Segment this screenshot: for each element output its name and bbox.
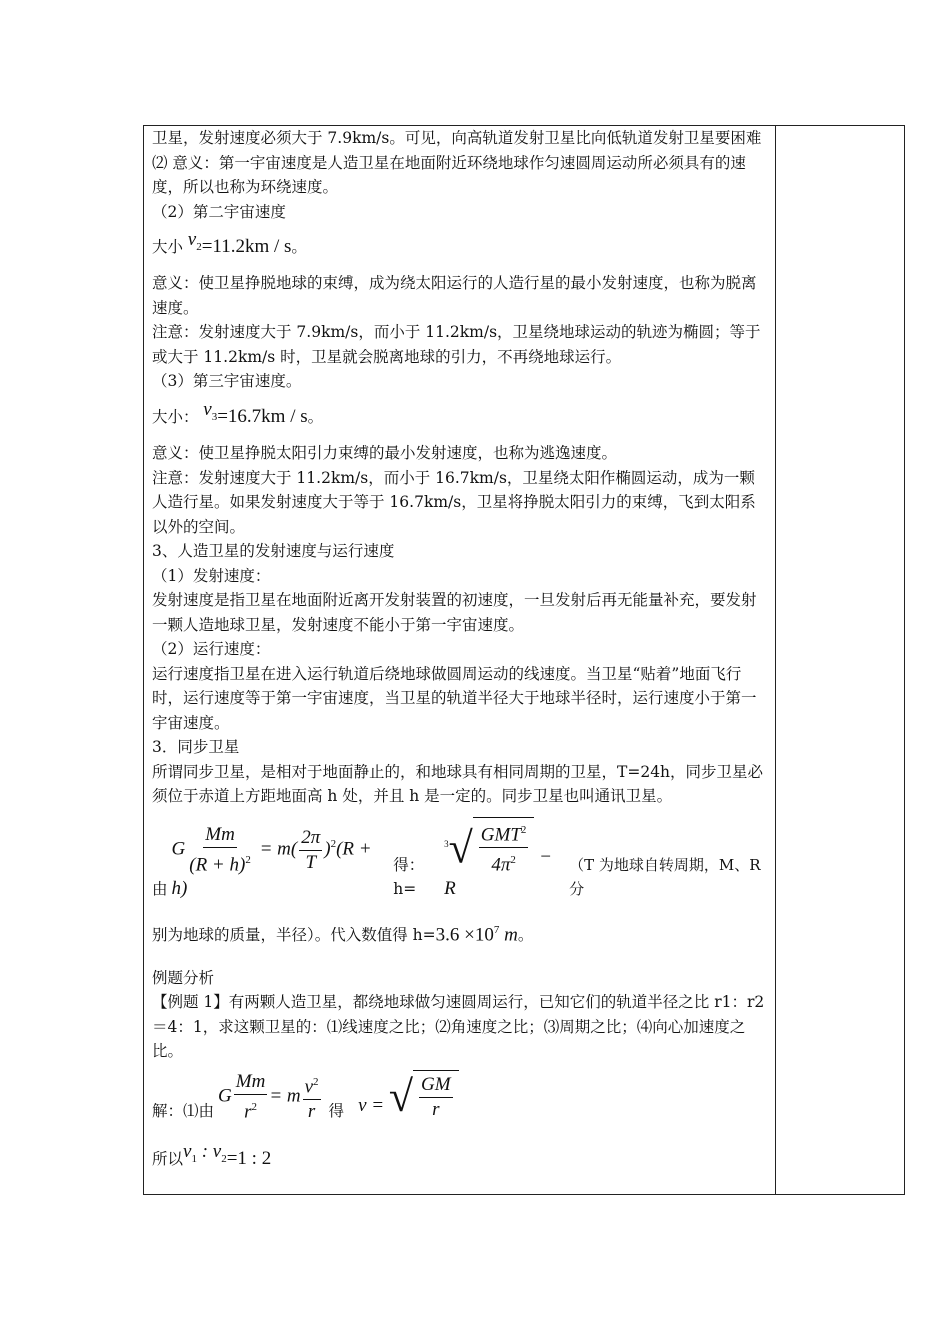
formula-ratio xyxy=(152,1140,768,1171)
v2-symbol: $v_2$ xyxy=(183,229,202,253)
period-mark: 。 xyxy=(517,926,534,945)
velocity-equation: G $\frac{Mm}{r^2}$ = m $\frac{v^2}{r}$ xyxy=(218,1070,319,1122)
heading-second-velocity: （2）第二宇宙速度 xyxy=(152,202,286,221)
ratio-value: =1 : 2 xyxy=(226,1147,272,1169)
heading-example-analysis: 例题分析 xyxy=(152,968,215,987)
paragraph-orbit-velocity: 运行速度指卫星在进入运行轨道后绕地球做圆周运动的线速度。当卫星“贴着”地面飞行时，运行速度等于第一宇宙速度，当卫星的轨道半径大于地球半径时，运行速度小于第一宇宙速度。 xyxy=(152,664,757,732)
size-label: 大小： xyxy=(152,407,199,426)
paragraph-first-velocity-end: 卫星，发射速度必须大于 7.9km/s。可见，向高轨道发射卫星比向低轨道发射卫星要困难 xyxy=(152,129,762,147)
sync-get-label: 得：h= xyxy=(393,855,425,899)
paragraph-sync-satellite: 所谓同步卫星，是相对于地面静止的，和地球具有相同周期的卫星，T=24h，同步卫星必须位于赤道上方距地面高 h 处，并且 h 是一定的。同步卫星也叫通讯卫星。 xyxy=(152,762,764,806)
solution-get-label: 得 xyxy=(328,1102,345,1121)
heading-orbit-velocity: （2）运行速度： xyxy=(152,640,271,659)
period-mark: 。 xyxy=(307,407,324,426)
heading-third-velocity: （3）第三宇宙速度。 xyxy=(152,372,302,391)
v2-value: =11.2km / s xyxy=(201,235,292,257)
heading-section-3: 3、人造卫星的发射速度与运行速度 xyxy=(152,542,395,561)
paragraph-first-velocity-meaning: ⑵ 意义：第一宇宙速度是人造卫星在地面附近环绕地球作匀速圆周运动所必须具有的速度，所以也称为环绕速度。 xyxy=(152,153,746,196)
size-label: 大小 xyxy=(152,237,184,256)
heading-launch-velocity: （1）发射速度： xyxy=(152,566,271,585)
paragraph-launch-velocity: 发射速度是指卫星在地面附近离开发射装置的初速度，一旦发射后再无能量补充，要发射一颗人造地球卫星，发射速度不能小于第一宇宙速度。 xyxy=(152,591,757,634)
formula-v3 xyxy=(152,398,768,429)
table-column-divider xyxy=(775,125,776,1195)
velocity-result: v = √ $\frac{GM}{r}$ xyxy=(358,1070,458,1124)
height-equation: $^3$√ $\frac{GMT^2}{4\pi^2}$ − R xyxy=(444,817,561,902)
paragraph-second-velocity-note: 注意：发射速度大于 7.9km/s，而小于 11.2km/s，卫星绕地球运动的轨迹为椭圆；等于或大于 11.2km/s 时，卫星就会脱离地球的引力，不再绕地球运行。 xyxy=(152,323,761,366)
document-body xyxy=(152,126,768,1175)
v3-value: =16.7km / s xyxy=(217,405,308,427)
formula-h-value xyxy=(152,918,768,948)
solution-prefix: 解：⑴由 xyxy=(152,1102,215,1121)
therefore-label: 所以 xyxy=(152,1149,184,1168)
paragraph-second-velocity-meaning: 意义：使卫星挣脱地球的束缚，成为绕太阳运行的人造行星的最小发射速度，也称为脱离速度。 xyxy=(152,274,757,317)
v3-symbol: $v_3$ xyxy=(198,398,218,423)
formula-solution xyxy=(152,1070,768,1124)
ratio-symbols: $v_1$ : $v_2$ xyxy=(183,1140,227,1165)
sync-note: （T 为地球自转周期，M、R 分 xyxy=(569,855,761,899)
paragraph-example-1: 【例题 1】有两颗人造卫星，都绕地球做匀速圆周运行，已知它们的轨道半径之比 r1：r2＝4：1，求这颗卫星的：⑴线速度之比；⑵角速度之比；⑶周期之比；⑷向心加速度之比。 xyxy=(152,993,765,1061)
paragraph-third-velocity-meaning: 意义：使卫星挣脱太阳引力束缚的最小发射速度，也称为逃逸速度。 xyxy=(152,444,618,463)
period-mark: 。 xyxy=(291,237,307,256)
heading-sync-satellite: 3．同步卫星 xyxy=(152,738,240,757)
sync-note-continued: 别为地球的质量，半径）。代入数值得 h= xyxy=(152,926,436,945)
paragraph-third-velocity-note: 注意：发射速度大于 11.2km/s，而小于 16.7km/s，卫星绕太阳作椭圆运动，成为一颗人造行星。如果发射速度大于等于 16.7km/s，卫星将挣脱太阳引力的束缚，飞到太阳系以外的空间。 xyxy=(152,468,756,536)
formula-sync-height xyxy=(152,817,768,902)
h-value: $3.6 \times 10^7$ m xyxy=(435,923,518,946)
gravity-equation: G $\frac{Mm}{(R + h)^2}$ = m( $\frac{2\pi}{T}$ )$^2$(R + h) xyxy=(171,823,372,900)
sync-from-label: 由 xyxy=(152,880,168,899)
formula-v2 xyxy=(152,228,768,259)
